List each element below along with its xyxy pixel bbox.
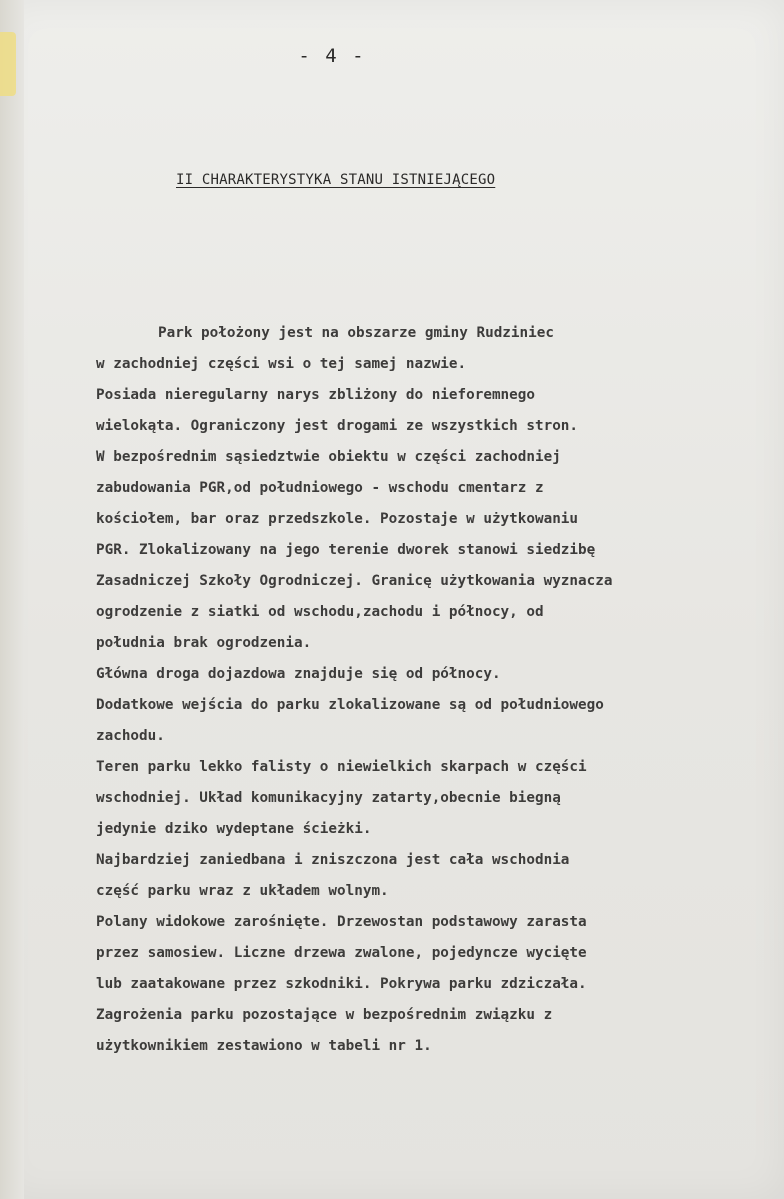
text-line: Główna droga dojazdowa znajduje się od północy. [96,666,501,682]
text-line: Polany widokowe zarośnięte. Drzewostan podstawowy zarasta [96,914,587,930]
text-line: część parku wraz z układem wolnym. [96,883,389,899]
text-line: Zasadniczej Szkoły Ogrodniczej. Granicę użytkowania wyznacza [96,573,613,589]
text-line: Park położony jest na obszarze gminy Rudziniec [158,325,554,341]
text-line: wschodniej. Układ komunikacyjny zatarty,obecnie biegną [96,790,561,806]
text-line: jedynie dziko wydeptane ścieżki. [96,821,372,837]
yellow-tab-marker [0,32,16,96]
text-line: Zagrożenia parku pozostające w bezpośrednim związku z [96,1007,553,1023]
text-line: kościołem, bar oraz przedszkole. Pozostaje w użytkowaniu [96,511,579,527]
text-line: Najbardziej zaniedbana i zniszczona jest cała wschodnia [96,852,570,868]
text-line: lub zaatakowane przez szkodniki. Pokrywa parku zdziczała. [96,976,587,992]
text-line: w zachodniej części wsi o tej samej nazwie. [96,356,467,372]
text-line: użytkownikiem zestawiono w tabeli nr 1. [96,1038,432,1054]
text-line: ogrodzenie z siatki od wschodu,zachodu i północy, od [96,604,544,620]
binding-edge [0,0,24,1199]
text-line: Teren parku lekko falisty o niewielkich skarpach w części [96,759,587,775]
text-line: W bezpośrednim sąsiedztwie obiektu w części zachodniej [96,449,561,465]
body-text [96,318,756,1062]
text-line: południa brak ogrodzenia. [96,635,312,651]
text-line: Posiada nieregularny narys zbliżony do nieforemnego [96,387,535,403]
section-title: II CHARAKTERYSTYKA STANU ISTNIEJĄCEGO [176,172,496,188]
page-number: - 4 - [298,45,366,67]
text-line: przez samosiew. Liczne drzewa zwalone, pojedyncze wycięte [96,945,587,961]
text-line: wielokąta. Ograniczony jest drogami ze wszystkich stron. [96,418,579,434]
text-line: zabudowania PGR,od południowego - wschodu cmentarz z [96,480,544,496]
text-line: PGR. Zlokalizowany na jego terenie dworek stanowi siedzibę [96,542,596,558]
text-line: Dodatkowe wejścia do parku zlokalizowane są od południowego [96,697,604,713]
text-line: zachodu. [96,728,165,744]
